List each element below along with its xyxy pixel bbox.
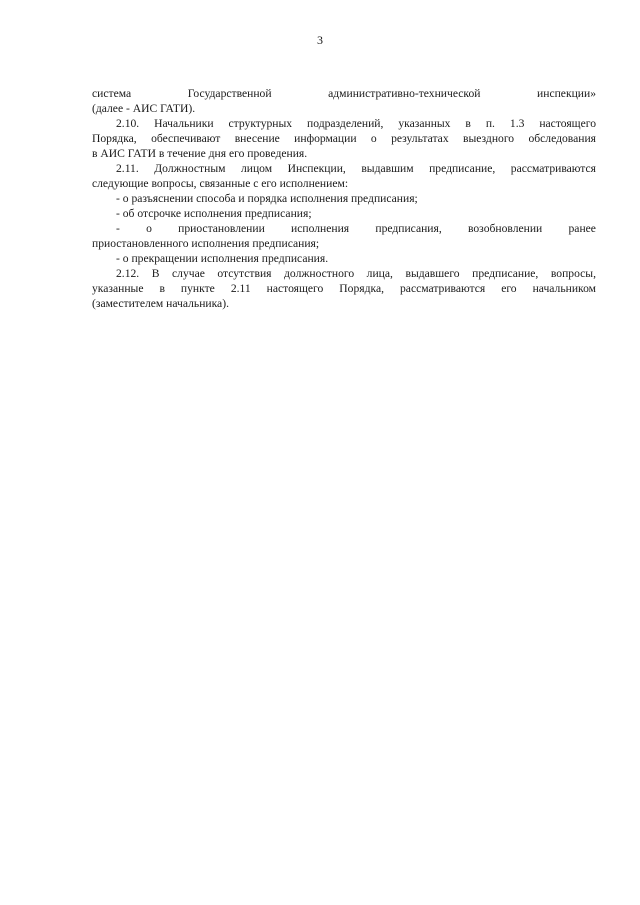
text-word: о [146,222,152,235]
document-body [92,86,596,311]
text-word: Государственной [187,87,272,100]
text-line: в АИС ГАТИ в течение дня его проведения. [92,147,308,160]
text-line: 2.11. Должностным лицом Инспекции, выдавшим предписание, рассматриваются [116,162,596,175]
text-word: приостановлении [178,222,265,235]
text-line: - об отсрочке исполнения предписания; [116,207,312,220]
text-word: система [92,87,132,100]
text-word: предписания, [375,222,442,235]
text-line [92,221,596,236]
text-word: исполнения [291,222,350,235]
text-line: (далее - АИС ГАТИ). [92,102,196,115]
text-line: указанные в пункте 2.11 настоящего Порядка, рассматриваются его начальником [92,282,596,295]
text-line [92,86,596,101]
text-word: административно-технической [328,87,481,100]
text-line: (заместителем начальника). [92,297,229,310]
text-word: возобновлении [467,222,543,235]
text-line: Порядка, обеспечивают внесение информации о результатах выездного обследования [92,132,596,145]
text-line: - о прекращении исполнения предписания. [116,252,329,265]
page-number: 3 [317,33,323,47]
text-word: инспекции» [537,87,596,100]
text-line: 2.12. В случае отсутствия должностного лица, выдавшего предписание, вопросы, [116,267,596,280]
text-line: следующие вопросы, связанные с его исполнением: [92,177,349,190]
text-line: 2.10. Начальники структурных подразделений, указанных в п. 1.3 настоящего [116,117,596,130]
text-word: ранее [568,222,596,235]
text-word: - [116,222,120,235]
text-line: приостановленного исполнения предписания; [92,237,320,250]
text-line: - о разъяснении способа и порядка исполнения предписания; [116,192,418,205]
